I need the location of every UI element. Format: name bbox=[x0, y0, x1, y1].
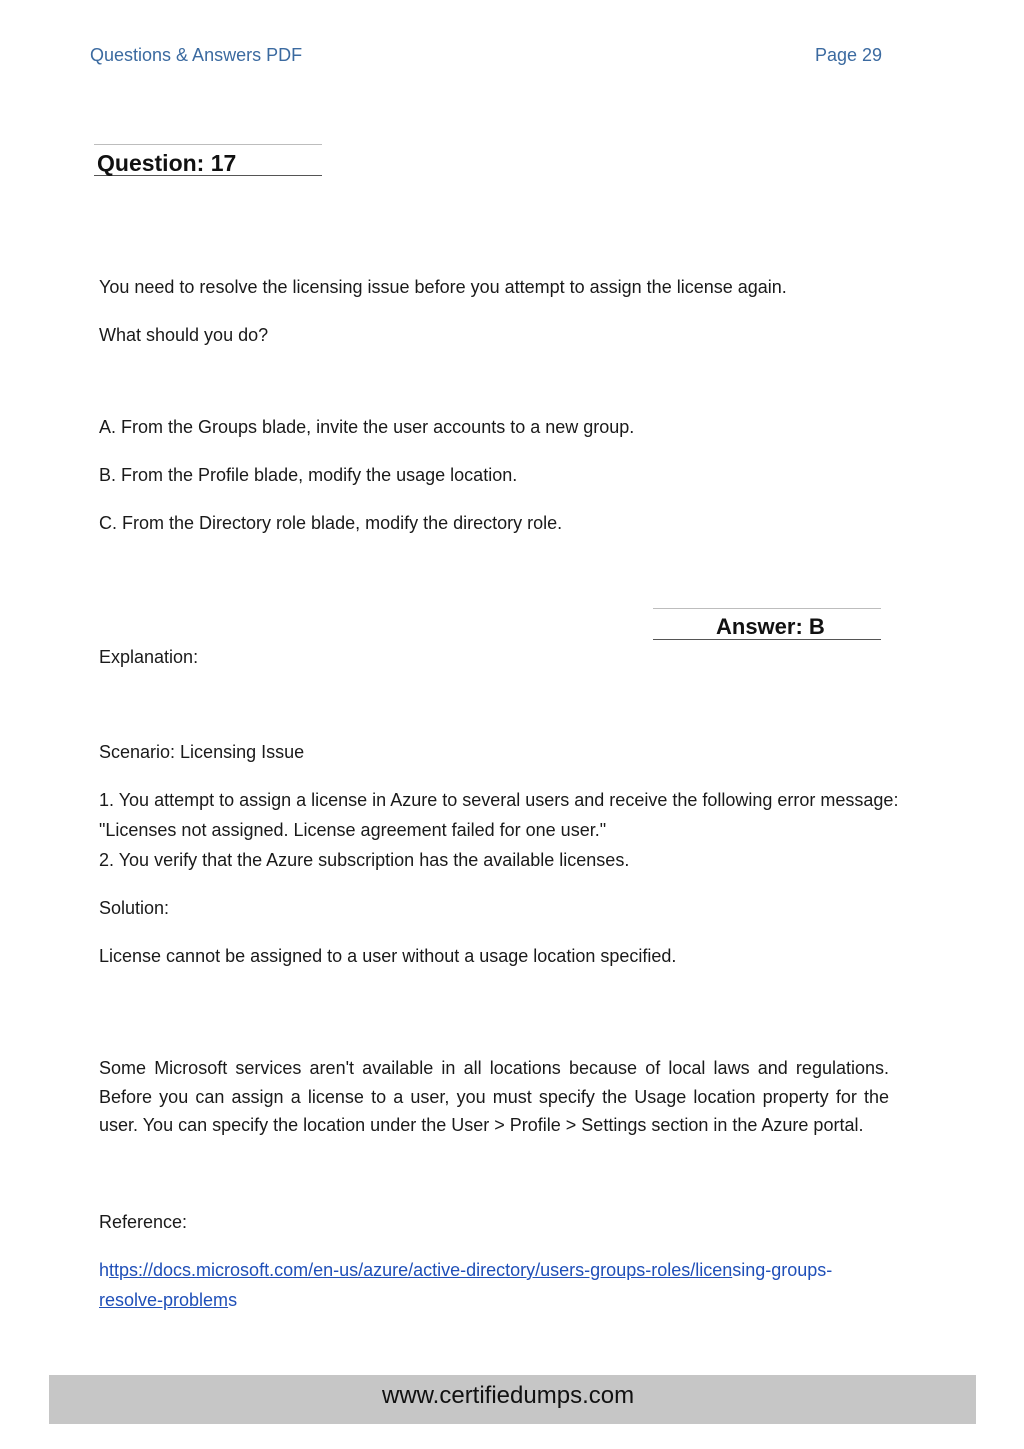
option-b: B. From the Profile blade, modify the usage location. bbox=[99, 465, 518, 485]
reference-link[interactable]: ttps://docs.microsoft.com/en-us/azure/active-directory/users-groups-roles/licen bbox=[109, 1260, 733, 1280]
scenario-point-1: 1. You attempt to assign a license in Azure to several users and receive the following error message: bbox=[99, 790, 899, 810]
scenario-point-2: 2. You verify that the Azure subscription has the available licenses. bbox=[99, 850, 630, 870]
reference-line-2-suffix: s bbox=[228, 1290, 238, 1310]
page-number: Page 29 bbox=[815, 45, 883, 65]
reference-line-2 bbox=[99, 1285, 237, 1315]
explanation-label: Explanation: bbox=[99, 647, 199, 667]
option-a: A. From the Groups blade, invite the user accounts to a new group. bbox=[99, 417, 635, 437]
solution-text: License cannot be assigned to a user without a usage location specified. bbox=[99, 946, 677, 966]
header-title: Questions & Answers PDF bbox=[90, 45, 303, 65]
scenario-title: Scenario: Licensing Issue bbox=[99, 742, 305, 762]
option-c: C. From the Directory role blade, modify the directory role. bbox=[99, 513, 563, 533]
scenario-error-quote: "Licenses not assigned. License agreement failed for one user." bbox=[99, 820, 607, 840]
reference-label: Reference: bbox=[99, 1212, 188, 1232]
question-text: You need to resolve the licensing issue before you attempt to assign the license again. bbox=[99, 277, 787, 297]
answer-title: Answer: B bbox=[716, 614, 825, 639]
footer-site: www.certifiedumps.com bbox=[382, 1382, 635, 1409]
reference-suffix: sing-groups- bbox=[732, 1260, 833, 1280]
question-title: Question: 17 bbox=[97, 150, 237, 176]
explanation-paragraph: Some Microsoft services aren't available in all locations because of local laws and regulations. Before you can assign a license to a user, you must specify the Usage location property for the user. You can specify the location under the User > Profile > Settings section in the Azure portal. bbox=[99, 1058, 889, 1135]
solution-label: Solution: bbox=[99, 898, 170, 918]
reference-prefix: h bbox=[99, 1260, 110, 1280]
reference-line-1 bbox=[99, 1255, 832, 1285]
reference-link-continued[interactable]: resolve-problem bbox=[99, 1290, 229, 1310]
question-prompt: What should you do? bbox=[99, 325, 269, 345]
